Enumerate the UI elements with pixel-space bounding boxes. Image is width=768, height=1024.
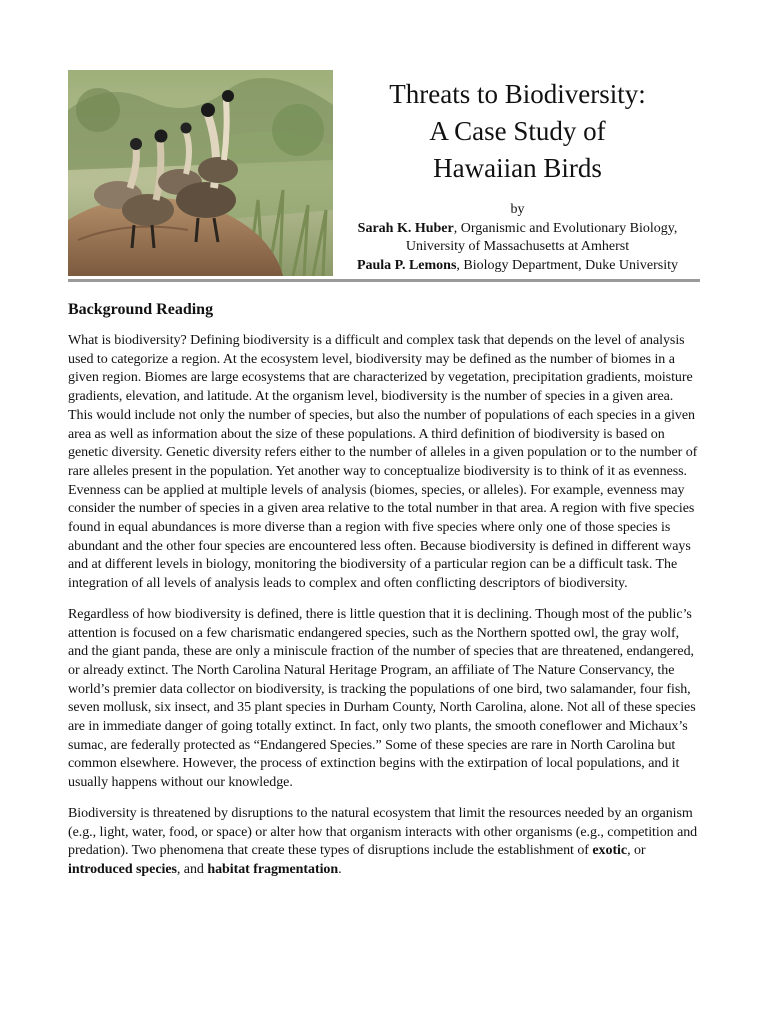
header-divider bbox=[68, 279, 700, 282]
title-line-2: A Case Study of bbox=[429, 116, 606, 146]
author-2 bbox=[340, 257, 695, 276]
title-line-3: Hawaiian Birds bbox=[433, 153, 602, 183]
paragraph-3-text-e: . bbox=[338, 861, 342, 877]
section-heading: Background Reading bbox=[68, 301, 214, 318]
nene-geese-icon bbox=[68, 70, 333, 276]
author-1-affiliation-1: , Organismic and Evolutionary Biology, bbox=[453, 220, 678, 236]
title-line-1: Threats to Biodiversity: bbox=[389, 79, 646, 109]
author-1-name: Sarah K. Huber bbox=[357, 220, 454, 236]
author-1-affiliation-2: University of Massachusetts at Amherst bbox=[405, 239, 630, 254]
page-title bbox=[340, 76, 695, 187]
main-content bbox=[68, 300, 700, 892]
paragraph-3-text-d: , and bbox=[176, 861, 208, 877]
nene-geese-photo bbox=[68, 70, 333, 276]
author-2-affiliation: , Biology Department, Duke University bbox=[456, 257, 679, 273]
term-introduced-species: introduced species bbox=[68, 861, 177, 877]
term-habitat-fragmentation: habitat fragmentation bbox=[207, 861, 339, 877]
byline-by: by bbox=[510, 202, 525, 217]
paragraph-3-text-c: , or bbox=[627, 843, 646, 859]
term-exotic: exotic bbox=[592, 843, 628, 859]
title-block bbox=[340, 76, 695, 275]
paragraph-3 bbox=[68, 805, 700, 880]
author-2-name: Paula P. Lemons bbox=[356, 257, 457, 273]
paragraph-1: What is biodiversity? Defining biodiversity is a difficult and complex task that depends on the level of analysis used to categorize a region. At the ecosystem level, biodiversity may be defined as the number of biomes in a given region. Biomes are large ecosystems that are characterized by vegetation, precipitation gradients, moisture gradients, elevation, and latitude. At the organism level, biodiversity is the number of species in a given area. This would include not only the number of species, but also the number of populations of each species in a given area as well as information about the size of these populations. A third definition of biodiversity is based on genetic diversity. Genetic diversity refers either to the number of alleles in a given population or to the number of rare alleles present in the population. Yet another way to conceptualize biodiversity is to think of it as evenness. Evenness can be applied at multiple levels of analysis (biomes, species, or alleles). For example, evenness may consider the number of species in a given area relative to the total number in that area. A region with five species found in equal abundances is more diverse than a region with five species where only one of those species is abundant and the other four species are encountered less often. Because biodiversity is defined in different ways and at different levels in biology, monitoring the biodiversity of a particular region can be a difficult task. The integration of all levels of analysis leads to complex and often conflicting descriptors of biodiversity. bbox=[68, 333, 698, 592]
author-1 bbox=[340, 220, 695, 239]
byline bbox=[340, 201, 695, 275]
paragraph-2: Regardless of how biodiversity is defined, there is little question that it is declining. Though most of the public’s attention is focused on a few charismatic endangered species, such as the Northern spotted owl, the gray wolf, and the giant panda, these are only a miniscule fraction of the number of species that are threatened, endangered, or already extinct. The North Carolina Natural Heritage Program, an affiliate of The Nature Conservancy, the world’s premier data collector on biodiversity, is tracking the populations of one bird, two salamander, four fish, seven mollusk, six insect, and 35 plant species in Durham County, North Carolina, alone. Not all of these species are in immediate danger of going totally extinct. In fact, only two plants, the smooth coneflower and Michaux’s sumac, are federally protected as “Endangered Species.” Some of these species are rare in North Carolina but common elsewhere. However, the process of extinction begins with the extirpation of local populations, and it usually happens without our knowledge. bbox=[68, 606, 696, 791]
paragraph-3-text-a: Biodiversity is threatened by disruptions to the natural ecosystem that limit the resources needed by an organism (e.g., light, water, food, or space) or alter how that organism interacts with other organisms (e.g., competition and predation). Two phenomena that create these types of disruptions include the establishment of bbox=[68, 805, 698, 859]
